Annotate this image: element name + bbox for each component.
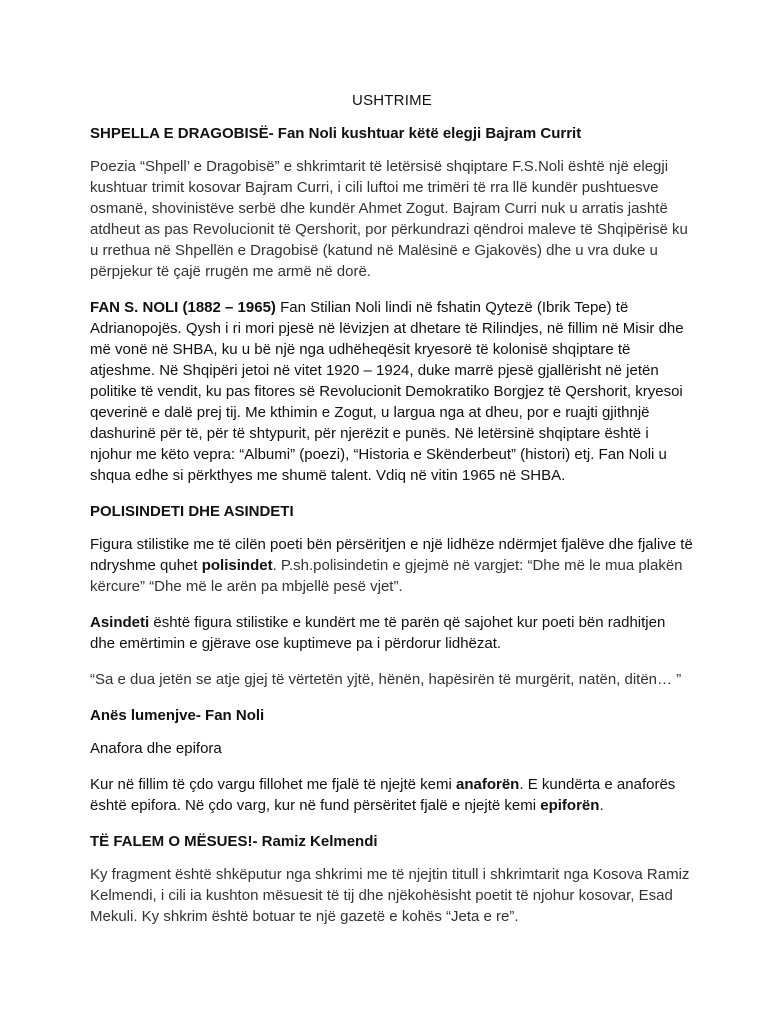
anafora-text-before: Kur në fillim të çdo vargu fillohet me fjalë të njejtë kemi [90,776,456,793]
subheading-anafora-epifora: Anafora dhe epifora [90,740,222,757]
paragraph-anafora [90,774,694,816]
paragraph-polisindeti [90,534,694,597]
te-falem-author: - Ramiz Kelmendi [252,833,378,850]
section-heading-shpella: SHPELLA E DRAGOBISË- Fan Noli kushtuar këtë elegji Bajram Currit [90,125,582,142]
section-heading-te-falem [90,831,694,852]
asindeti-text: është figura stilistike e kundërt me të parën që sajohet kur poeti bën radhitjen dhe emërtimin e gjërave ose kuptimeve pa i përdorur lidhëzat. [90,614,666,652]
anafora-text-end: . [599,797,604,814]
asindeti-term: Asindeti [90,614,150,631]
paragraph-shpella: Poezia “Shpell’ e Dragobisë” e shkrimtarit të letërsisë shqiptare F.S.Noli është një elegji kushtuar trimit kosovar Bajram Curri, i cili luftoi me trimëri të rra llë kundër pushtuesve osmanë, shovinistëve serbë dhe kundër Ahmet Zogut. Bajram Curri nuk u arratis jashtë atdheut as pas Revolucionit të Qershorit, por përkundrazi qëndroi maleve të Shqipërisë ku u rrethua në Shpellën e Dragobisë (katund në Malësinë e Gjakovës) dhe u vra duke u përpjekur të çajë rrugën me armë në dorë. [90,158,688,280]
polisindeti-text-after: . P.sh.polisindetin e gjejmë në vargjet: “Dhe më le mua plakën kërcure” “Dhe më le arën pa mbjellë pesë vjet”. [90,557,683,595]
epifora-term: epiforën [540,797,600,814]
section-heading-polisindeti: POLISINDETI DHE ASINDETI [90,503,294,520]
anafora-text-middle: . E kundërta e anaforës është epifora. Në çdo varg, kur në fund përsëritet fjalë e njejtë kemi [90,776,676,814]
section-heading-anes-lumenjve: Anës lumenjve- Fan Noli [90,707,265,724]
polisindet-term: polisindet [201,557,273,574]
polisindeti-text-before: Figura stilistike me të cilën poeti bën përsëritjen e një lidhëze ndërmjet fjalëve dhe fjalive të ndryshme quhet [90,536,693,574]
te-falem-title: TË FALEM O MËSUES! [90,833,253,850]
fan-noli-lead: FAN S. NOLI (1882 – 1965) [90,299,276,316]
anafora-term: anaforën [456,776,520,793]
fan-noli-text: Fan Stilian Noli lindi në fshatin Qytezë (Ibrik Tepe) të Adrianopojës. Qysh i ri mori pjesë në lëvizjen at dhetare të Rilindjes, në fillim në Misir dhe më vonë në SHBA, ku u bë një nga udhëheqësit kryesorë të kolonisë shqiptare të atjeshme. Në Shqipëri jetoi në vitet 1920 – 1924, duke marrë pjesë gjallërisht në jetën politike të vendit, ku pas fitores së Revolucionit Demokratiko Borgjez të Qershorit, kryesoi qeverinë e dalë prej tij. Me kthimin e Zogut, u largua nga at dheu, por e ruajti gjithnjë dashurinë për të, për të shtypurit, për njerëzit e punës. Në letërsinë shqiptare është i njohur me këto vepra: “Albumi” (poezi), “Historia e Skënderbeut” (histori) etj. Fan Noli u shqua edhe si përkthyes me shumë talent. Vdiq në vitin 1965 në SHBA. [90,299,684,484]
paragraph-asindeti [90,612,694,654]
document-title: USHTRIME [352,92,432,109]
paragraph-te-falem: Ky fragment është shkëputur nga shkrimi me të njejtin titull i shkrimtarit nga Kosova Ramiz Kelmendi, i cili ia kushton mësuesit të tij dhe njëkohësisht poetit të njohur kosovar, Esad Mekuli. Ky shkrim është botuar te një gazetë e kohës “Jeta e re”. [90,866,690,925]
quote-asindeti: “Sa e dua jetën se atje gjej të vërtetën yjtë, hënën, hapësirën të murgërit, natën, ditën… ” [90,671,682,688]
paragraph-fan-noli [90,297,694,486]
